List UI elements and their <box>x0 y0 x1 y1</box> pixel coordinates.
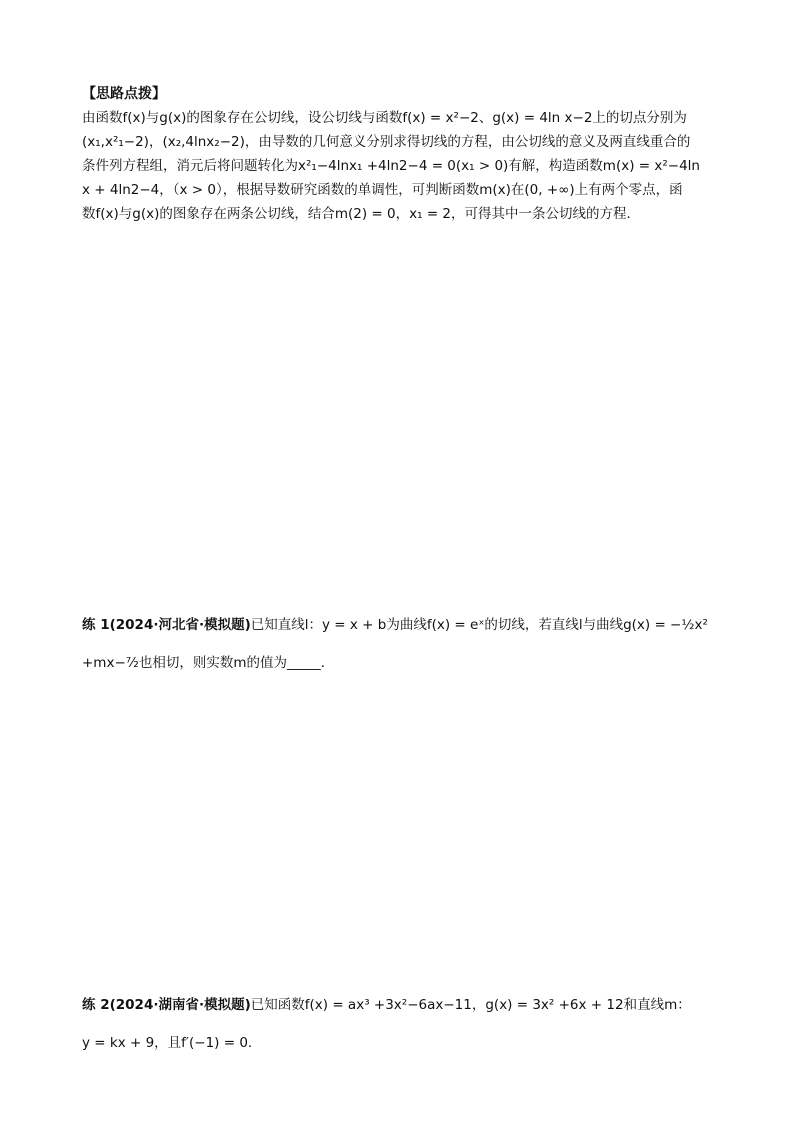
hint-line-4: x + 4ln2−4，（x > 0），根据导数研究函数的单调性，可判断函数m(x)在(0, +∞)上有两个零点，函 <box>82 182 683 198</box>
hint-line-5: 数f(x)与g(x)的图象存在两条公切线，结合m(2) = 0，x₁ = 2，可得其中一条公切线的方程． <box>82 206 641 222</box>
exercise-2-label: 练 2(2024·湖南省·模拟题) <box>82 997 251 1013</box>
exercise-1-line-2: +mx−⁷⁄₂也相切，则实数m的值为_____． <box>82 655 335 671</box>
exercise-2-line-1 <box>82 992 712 1018</box>
hint-heading: 【思路点拨】 <box>82 86 166 102</box>
exercise-1-line-1 <box>82 612 712 638</box>
exercise-2 <box>82 992 712 1056</box>
hint-line-1: 由函数f(x)与g(x)的图象存在公切线，设公切线与函数f(x) = x²−2、g(x) = 4ln x−2上的切点分别为 <box>82 110 687 126</box>
hint-line-2: (x₁,x²₁−2)，(x₂,4lnx₂−2)，由导数的几何意义分别求得切线的方程，由公切线的意义及两直线重合的 <box>82 134 691 150</box>
exercise-1 <box>82 612 712 676</box>
exercise-1-text-1: 已知直线l：y = x + b为曲线f(x) = eˣ的切线，若直线l与曲线g(x) = −½x² <box>250 617 708 633</box>
hint-line-3: 条件列方程组，消元后将问题转化为x²₁−4lnx₁ +4ln2−4 = 0(x₁ > 0)有解，构造函数m(x) = x²−4ln <box>82 158 700 174</box>
exercise-2-text-1: 已知函数f(x) = ax³ +3x²−6ax−11，g(x) = 3x² +6x + 12和直线m： <box>250 997 691 1013</box>
hint-section <box>82 82 712 226</box>
exercise-2-line-2: y = kx + 9，且f′(−1) = 0． <box>82 1035 262 1051</box>
exercise-1-label: 练 1(2024·河北省·模拟题) <box>82 617 251 633</box>
